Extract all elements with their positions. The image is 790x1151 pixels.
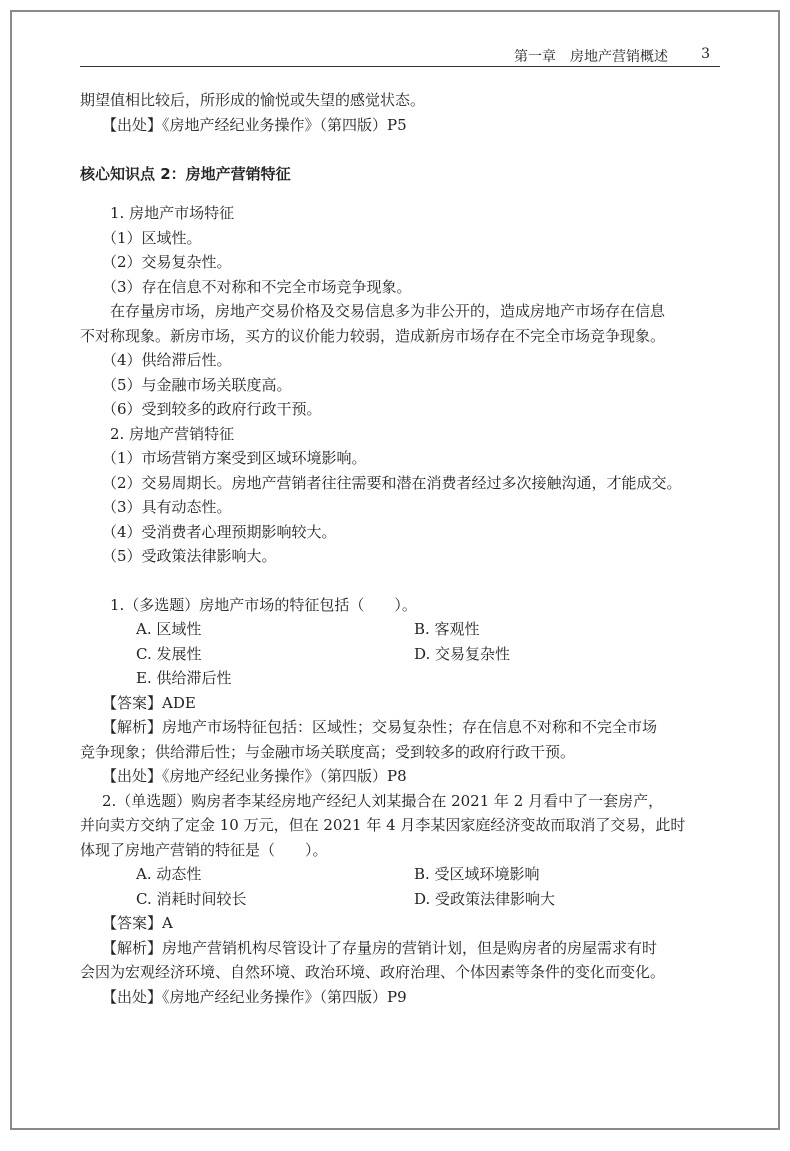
market-item: （5）与金融市场关联度高。 (102, 375, 292, 394)
market-item: （2）交易复杂性。 (102, 253, 232, 271)
q1-options-row (80, 617, 720, 642)
q1-option: E. 供给滞后性 (136, 669, 232, 687)
intro-line: 期望值相比较后，所形成的愉悦或失望的感觉状态。 (80, 91, 426, 109)
q1-options-row (80, 666, 720, 691)
market-paragraph: 在存量房市场，房地产交易价格及交易信息多为非公开的，造成房地产市场存在信息 (110, 302, 666, 320)
marketing-item: （2）交易周期长。房地产营销者往往需要和潜在消费者经过多次接触沟通，才能成交。 (102, 473, 682, 492)
q2-analysis: 【解析】房地产营销机构尽管设计了存量房的营销计划，但是购房者的房屋需求有时 (102, 938, 658, 957)
q2-options-row (80, 887, 720, 912)
market-item: （1）区域性。 (102, 228, 202, 247)
running-header (80, 44, 720, 67)
q2-option: C. 消耗时间较长 (136, 889, 247, 908)
page-number: 3 (701, 46, 710, 62)
market-item: （6）受到较多的政府行政干预。 (102, 400, 322, 418)
market-item: （4）供给滞后性。 (102, 351, 232, 369)
q1-source: 【出处】《房地产经纪业务操作》（第四版）P8 (102, 767, 407, 785)
q1-answer: 【答案】ADE (102, 693, 196, 712)
sub2-title: 2. 房地产营销特征 (110, 424, 235, 443)
q1-option: C. 发展性 (136, 644, 202, 663)
chapter-title: 第一章 房地产营销概述 (514, 49, 668, 65)
q2-stem: 2.（单选题）购房者李某经房地产经纪人刘某撮合在 2021 年 2 月看中了一套房产， (102, 791, 664, 810)
q1-option: A. 区域性 (136, 620, 202, 638)
q2-option: A. 动态性 (136, 865, 202, 883)
market-item: （3）存在信息不对称和不完全市场竞争现象。 (102, 277, 412, 296)
section-title: 核心知识点 2：房地产营销特征 (80, 165, 291, 183)
q2-option: B. 受区域环境影响 (414, 865, 540, 883)
q2-stem-cont: 体现了房地产营销的特征是（ ）。 (80, 840, 328, 859)
market-paragraph-cont: 不对称现象。新房市场，买方的议价能力较弱，造成新房市场存在不完全市场竞争现象。 (80, 326, 666, 345)
q2-stem-cont: 并向卖方交纳了定金 10 万元，但在 2021 年 4 月李某因家庭经济变故而取消了交易，此时 (80, 816, 686, 834)
q2-source: 【出处】《房地产经纪业务操作》（第四版）P9 (102, 987, 407, 1006)
q1-options-row (80, 642, 720, 667)
marketing-item: （1）市场营销方案受到区域环境影响。 (102, 449, 367, 467)
q2-option: D. 受政策法律影响大 (414, 889, 556, 908)
marketing-item: （3）具有动态性。 (102, 498, 232, 516)
marketing-item: （5）受政策法律影响大。 (102, 547, 277, 565)
page-content (80, 88, 720, 1009)
q1-analysis-cont: 竞争现象；供给滞后性；与金融市场关联度高；受到较多的政府行政干预。 (80, 742, 576, 761)
q1-stem: 1.（多选题）房地产市场的特征包括（ ）。 (110, 595, 417, 614)
sub1-title: 1. 房地产市场特征 (110, 204, 235, 222)
q1-option: D. 交易复杂性 (414, 644, 511, 663)
q2-analysis-cont: 会因为宏观经济环境、自然环境、政治环境、政府治理、个体因素等条件的变化而变化。 (80, 963, 666, 981)
intro-source: 【出处】《房地产经纪业务操作》（第四版）P5 (102, 115, 407, 134)
q2-answer: 【答案】A (102, 914, 173, 932)
q1-option: B. 客观性 (414, 620, 480, 638)
q2-options-row (80, 862, 720, 887)
q1-analysis: 【解析】房地产市场特征包括：区域性；交易复杂性；存在信息不对称和不完全市场 (102, 718, 658, 736)
marketing-item: （4）受消费者心理预期影响较大。 (102, 522, 337, 541)
